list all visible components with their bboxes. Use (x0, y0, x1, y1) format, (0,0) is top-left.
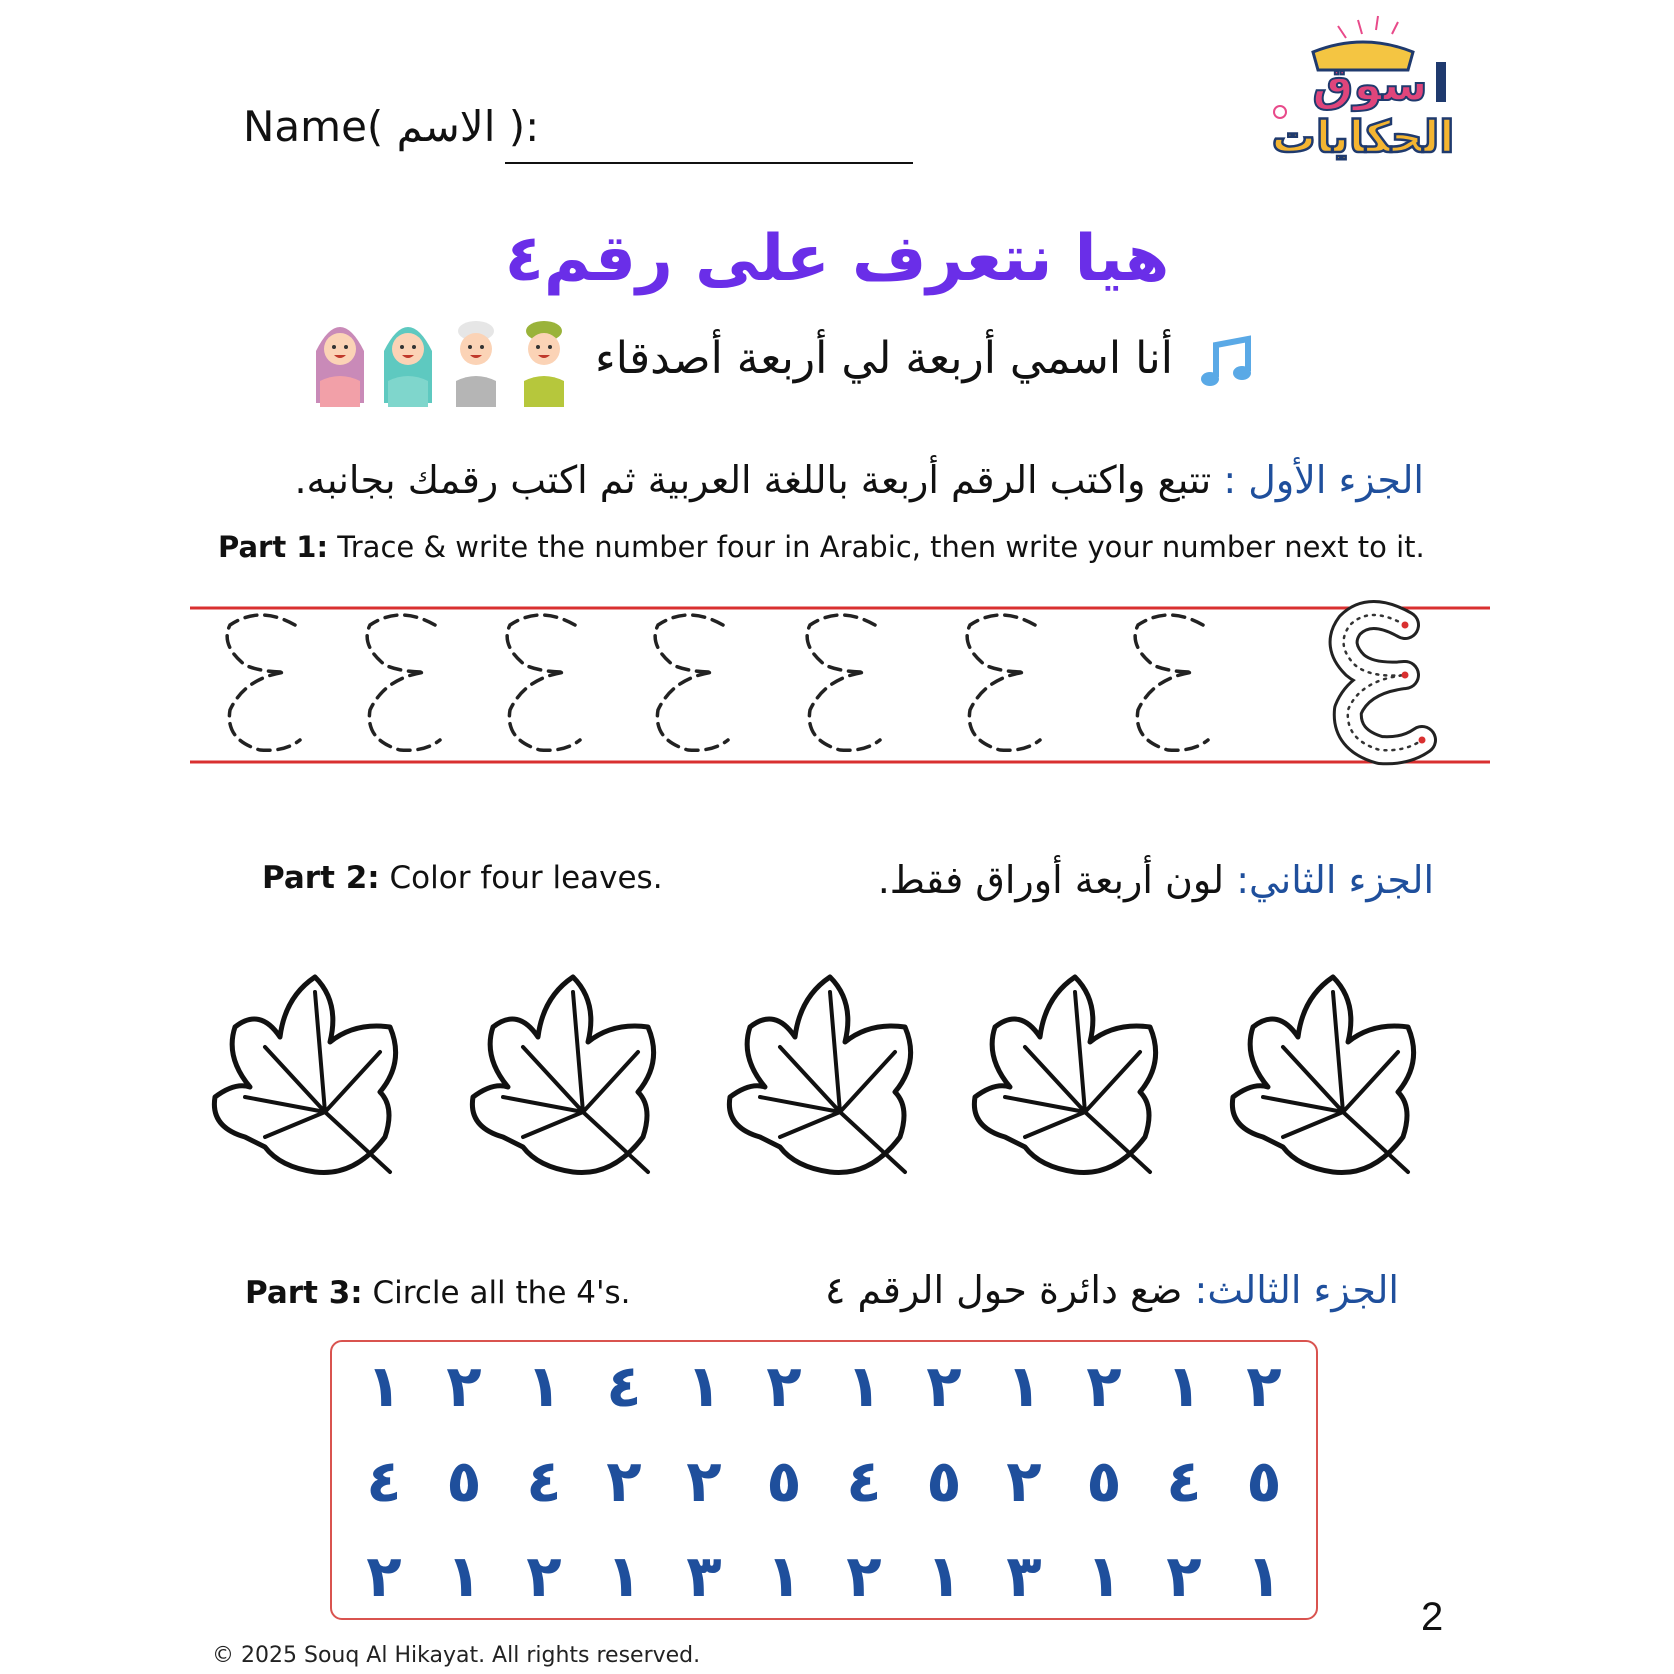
digit-cell[interactable]: ٢ (606, 1447, 642, 1515)
kid-3 (446, 311, 506, 407)
digit-cell[interactable]: ٢ (446, 1352, 482, 1420)
digit-cell[interactable]: ١ (846, 1352, 882, 1420)
kid-2 (378, 311, 438, 407)
song-text: أنا اسمي أربعة لي أربعة أصدقاء (595, 333, 1173, 384)
digit-cell[interactable]: ٢ (846, 1542, 882, 1610)
part3-english-instruction (245, 1275, 631, 1311)
part1-arabic-label: الجزء الأول : (1223, 458, 1424, 502)
trace-four-glyph[interactable] (367, 615, 440, 750)
leaf-icon[interactable] (729, 977, 910, 1173)
digit-cell[interactable]: ٤ (606, 1352, 642, 1420)
leaves-row (205, 955, 1465, 1195)
music-note-icon (1198, 333, 1256, 391)
digit-cell[interactable]: ١ (526, 1352, 562, 1420)
digit-cell[interactable]: ٥ (926, 1447, 962, 1515)
digit-cell[interactable]: ٣ (1006, 1542, 1042, 1610)
part1-english-label: Part 1: (218, 530, 329, 564)
trace-four-glyph[interactable] (227, 615, 300, 750)
name-input-line[interactable] (505, 162, 913, 164)
digit-cell[interactable]: ٤ (1166, 1447, 1202, 1515)
leaf-icon[interactable] (1232, 977, 1413, 1173)
trace-four-glyph[interactable] (655, 615, 728, 750)
trace-four-glyph[interactable] (1135, 615, 1208, 750)
page-title: هيا نتعرف على رقم٤ (504, 222, 1170, 296)
digit-cell[interactable]: ٢ (1166, 1542, 1202, 1610)
tracing-area[interactable] (190, 600, 1490, 770)
digit-cell[interactable]: ٣ (686, 1542, 722, 1610)
digit-cell[interactable]: ٢ (766, 1352, 802, 1420)
digit-cell[interactable]: ١ (1006, 1352, 1042, 1420)
digit-row (332, 1447, 1316, 1515)
souq-al-hikayat-logo (1258, 12, 1468, 182)
part1-arabic-instruction (224, 458, 1424, 502)
digit-cell[interactable]: ٤ (366, 1447, 402, 1515)
leaf-icon[interactable] (472, 977, 653, 1173)
digit-cell[interactable]: ٤ (526, 1447, 562, 1515)
logo-text-bottom: الحكايات (1271, 112, 1455, 163)
part3-arabic-instruction (699, 1268, 1399, 1312)
page-number: 2 (1421, 1595, 1444, 1639)
part1-english-instruction (218, 530, 1425, 564)
digit-cell[interactable]: ٥ (1246, 1447, 1282, 1515)
digit-cell[interactable]: ١ (366, 1352, 402, 1420)
part2-english-label: Part 2: (262, 860, 380, 896)
part2-english-instruction (262, 860, 663, 896)
digit-cell[interactable]: ٢ (926, 1352, 962, 1420)
digit-cell[interactable]: ١ (606, 1542, 642, 1610)
name-label: Name( الاسم ): (243, 102, 540, 151)
part2-english-text: Color four leaves. (379, 860, 663, 896)
part3-arabic-text: ضع دائرة حول الرقم ٤ (825, 1268, 1195, 1312)
leaf-icon[interactable] (214, 977, 395, 1173)
digit-cell[interactable]: ٢ (1006, 1447, 1042, 1515)
digit-cell[interactable]: ١ (766, 1542, 802, 1610)
digit-cell[interactable]: ١ (686, 1352, 722, 1420)
kid-4 (514, 311, 574, 407)
digit-cell[interactable]: ٥ (446, 1447, 482, 1515)
trace-four-glyph[interactable] (507, 615, 580, 750)
part3-arabic-label: الجزء الثالث: (1194, 1268, 1399, 1312)
leaf-icon[interactable] (974, 977, 1155, 1173)
digit-cell[interactable]: ١ (1086, 1542, 1122, 1610)
part3-english-text: Circle all the 4's. (362, 1275, 631, 1311)
digit-row (332, 1352, 1316, 1420)
song-row (300, 305, 1280, 415)
part2-arabic-label: الجزء الثاني: (1236, 858, 1434, 902)
part1-arabic-text: تتبع واكتب الرقم أربعة باللغة العربية ثم اكتب رقمك بجانبه. (294, 458, 1224, 502)
digit-cell[interactable]: ٢ (1246, 1352, 1282, 1420)
part3-english-label: Part 3: (245, 1275, 363, 1311)
trace-four-glyph[interactable] (967, 615, 1040, 750)
model-four-glyph (1344, 615, 1426, 750)
digit-row (332, 1542, 1316, 1610)
digit-cell[interactable]: ٢ (686, 1447, 722, 1515)
digit-cell[interactable]: ١ (446, 1542, 482, 1610)
digit-cell[interactable]: ٢ (1086, 1352, 1122, 1420)
digit-cell[interactable]: ٢ (526, 1542, 562, 1610)
digit-cell[interactable]: ١ (1166, 1352, 1202, 1420)
part2-arabic-text: لون أربعة أوراق فقط. (877, 858, 1237, 902)
part2-arabic-instruction (734, 858, 1434, 902)
digit-grid (330, 1340, 1318, 1620)
digit-cell[interactable]: ١ (926, 1542, 962, 1610)
digit-cell[interactable]: ٢ (366, 1542, 402, 1610)
part1-english-text: Trace & write the number four in Arabic, then write your number next to it. (328, 530, 1425, 564)
copyright-notice: © 2025 Souq Al Hikayat. All rights reserved. (212, 1643, 701, 1668)
digit-cell[interactable]: ٤ (846, 1447, 882, 1515)
digit-cell[interactable]: ١ (1246, 1542, 1282, 1610)
digit-cell[interactable]: ٥ (766, 1447, 802, 1515)
digit-cell[interactable]: ٥ (1086, 1447, 1122, 1515)
kid-1 (310, 311, 370, 407)
logo-text-top: سوق (1312, 57, 1428, 111)
trace-four-glyph[interactable] (807, 615, 880, 750)
